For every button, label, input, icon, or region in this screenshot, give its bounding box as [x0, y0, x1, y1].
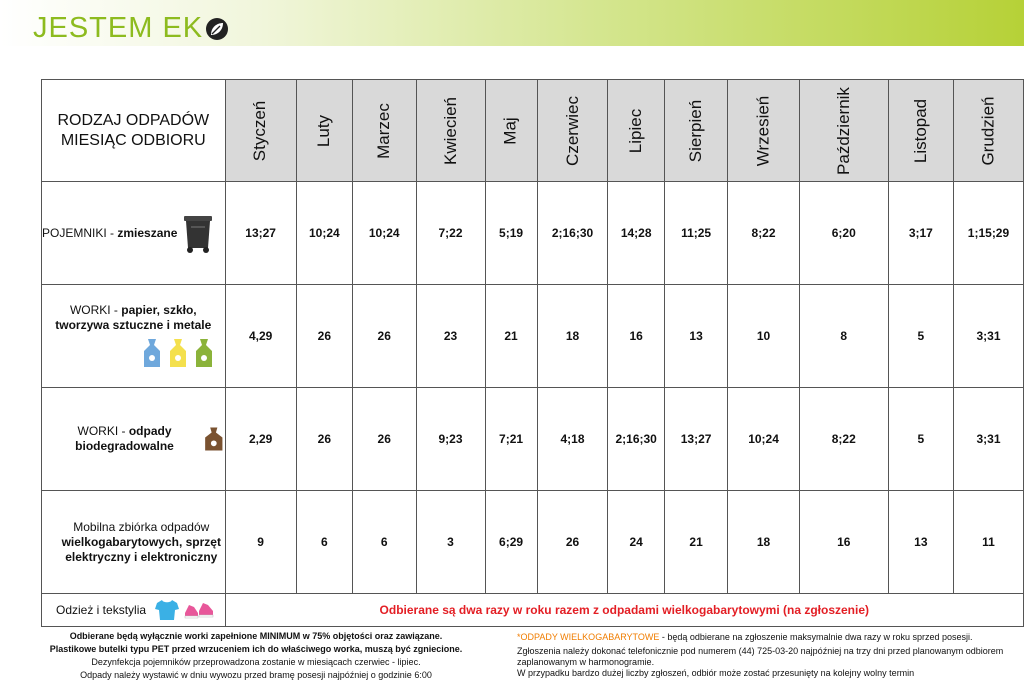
brand-title: JESTEM EK — [33, 12, 204, 44]
month-header: Maj — [485, 80, 537, 182]
table-cell: 7;21 — [485, 388, 537, 491]
bin-icon — [181, 212, 215, 254]
collection-schedule-table — [41, 79, 1024, 627]
header-collection-month: MIESIĄC ODBIORU — [60, 131, 206, 149]
table-cell: 13 — [888, 491, 953, 594]
row-label: WORKI - odpady biodegradowalne — [42, 388, 226, 491]
table-row — [42, 182, 1024, 285]
table-cell: 1;15;29 — [953, 182, 1023, 285]
tshirt-icon — [154, 598, 180, 622]
table-cell: 11 — [953, 491, 1023, 594]
leaf-icon — [206, 18, 228, 40]
table-cell: 5 — [888, 388, 953, 491]
bulky-waste-info — [517, 632, 1017, 679]
table-cell: 4,29 — [225, 285, 296, 388]
bulky-waste-phone-note: Zgłoszenia należy dokonać telefonicznie pod numerem (44) 725-03-20 najpóźniej na trzy dni przed planowanym odbiorem zaplanowanym w harmonogramie. — [517, 646, 1004, 667]
table-cell: 3 — [416, 491, 485, 594]
table-cell: 16 — [799, 491, 888, 594]
table-cell: 5;19 — [485, 182, 537, 285]
month-header: Grudzień — [953, 80, 1023, 182]
month-header: Listopad — [888, 80, 953, 182]
table-cell: 8;22 — [728, 182, 800, 285]
table-cell: 3;31 — [953, 285, 1023, 388]
table-cell: 2;16;30 — [537, 182, 608, 285]
table-cell: 6 — [296, 491, 352, 594]
table-cell: 6;20 — [799, 182, 888, 285]
brand-logo — [33, 12, 228, 45]
table-header-corner — [42, 80, 226, 182]
row-label: Mobilna zbiórka odpadów wielkogabarytowych, sprzęt elektryczny i elektroniczny — [42, 491, 226, 594]
table-cell: 2;16;30 — [608, 388, 664, 491]
header-waste-type: RODZAJ ODPADÓW — [57, 111, 210, 129]
month-header: Czerwiec — [537, 80, 608, 182]
table-row — [42, 388, 1024, 491]
month-header: Lipiec — [608, 80, 664, 182]
table-cell: 3;31 — [953, 388, 1023, 491]
footer-note: Plastikowe butelki typu PET przed wrzuceniem ich do właściwego worka, muszą być zgniecione. — [49, 644, 463, 654]
table-cell: 10;24 — [352, 182, 416, 285]
table-cell: 6 — [352, 491, 416, 594]
table-row — [42, 491, 1024, 594]
table-cell: 6;29 — [485, 491, 537, 594]
table-cell: 23 — [416, 285, 485, 388]
sneakers-icon — [183, 599, 215, 621]
month-header: Marzec — [352, 80, 416, 182]
table-cell: 9;23 — [416, 388, 485, 491]
table-row — [42, 285, 1024, 388]
table-cell: 26 — [352, 285, 416, 388]
table-cell: 4;18 — [537, 388, 608, 491]
month-header: Styczeń — [225, 80, 296, 182]
table-cell: 9 — [225, 491, 296, 594]
table-cell: 16 — [608, 285, 664, 388]
bulky-waste-delay-note: W przypadku bardzo dużej liczby zgłoszeń, odbiór może zostać przesunięty na kolejny wolny termin — [517, 668, 915, 678]
table-cell: 14;28 — [608, 182, 664, 285]
textile-note: Odbierane są dwa razy w roku razem z odpadami wielkogabarytowymi (na zgłoszenie) — [225, 594, 1023, 627]
footer-note: Dezynfekcja pojemników przeprowadzona zostanie w miesiącach czerwiec - lipiec. — [91, 657, 421, 667]
table-cell: 13;27 — [225, 182, 296, 285]
row-label: POJEMNIKI - zmieszane — [42, 182, 226, 285]
table-cell: 10 — [728, 285, 800, 388]
table-cell: 8 — [799, 285, 888, 388]
table-cell: 24 — [608, 491, 664, 594]
month-header: Sierpień — [664, 80, 727, 182]
table-cell: 7;22 — [416, 182, 485, 285]
table-cell: 26 — [296, 388, 352, 491]
table-cell: 3;17 — [888, 182, 953, 285]
row-label: WORKI - papier, szkło, tworzywa sztuczne i metale — [42, 285, 226, 388]
table-cell: 2,29 — [225, 388, 296, 491]
month-header: Październik — [799, 80, 888, 182]
table-cell: 26 — [537, 491, 608, 594]
table-cell: 18 — [537, 285, 608, 388]
table-cell: 18 — [728, 491, 800, 594]
table-cell: 10;24 — [296, 182, 352, 285]
footer-note: Odbierane będą wyłącznie worki zapełnione MINIMUM w 75% objętości oraz zawiązane. — [69, 631, 443, 641]
bulky-waste-note: *ODPADY WIELKOGABARYTOWE - będą odbierane na zgłoszenie maksymalnie dwa razy w roku sprzed posesji. — [517, 632, 973, 642]
bags-icon — [132, 337, 225, 369]
table-cell: 13;27 — [664, 388, 727, 491]
month-header: Wrzesień — [728, 80, 800, 182]
table-cell: 8;22 — [799, 388, 888, 491]
table-cell: 26 — [352, 388, 416, 491]
footer-notes — [6, 630, 506, 682]
table-cell: 11;25 — [664, 182, 727, 285]
row-label: Odzież i tekstylia — [42, 594, 226, 627]
table-cell: 13 — [664, 285, 727, 388]
table-row — [42, 594, 1024, 627]
month-header: Kwiecień — [416, 80, 485, 182]
table-cell: 21 — [485, 285, 537, 388]
footer-note: Odpady należy wystawić w dniu wywozu przed bramę posesji najpóźniej o godzinie 6:00 — [80, 670, 432, 680]
table-cell: 5 — [888, 285, 953, 388]
table-cell: 21 — [664, 491, 727, 594]
bio-bag-icon — [203, 421, 225, 457]
table-cell: 10;24 — [728, 388, 800, 491]
table-cell: 26 — [296, 285, 352, 388]
month-header: Luty — [296, 80, 352, 182]
